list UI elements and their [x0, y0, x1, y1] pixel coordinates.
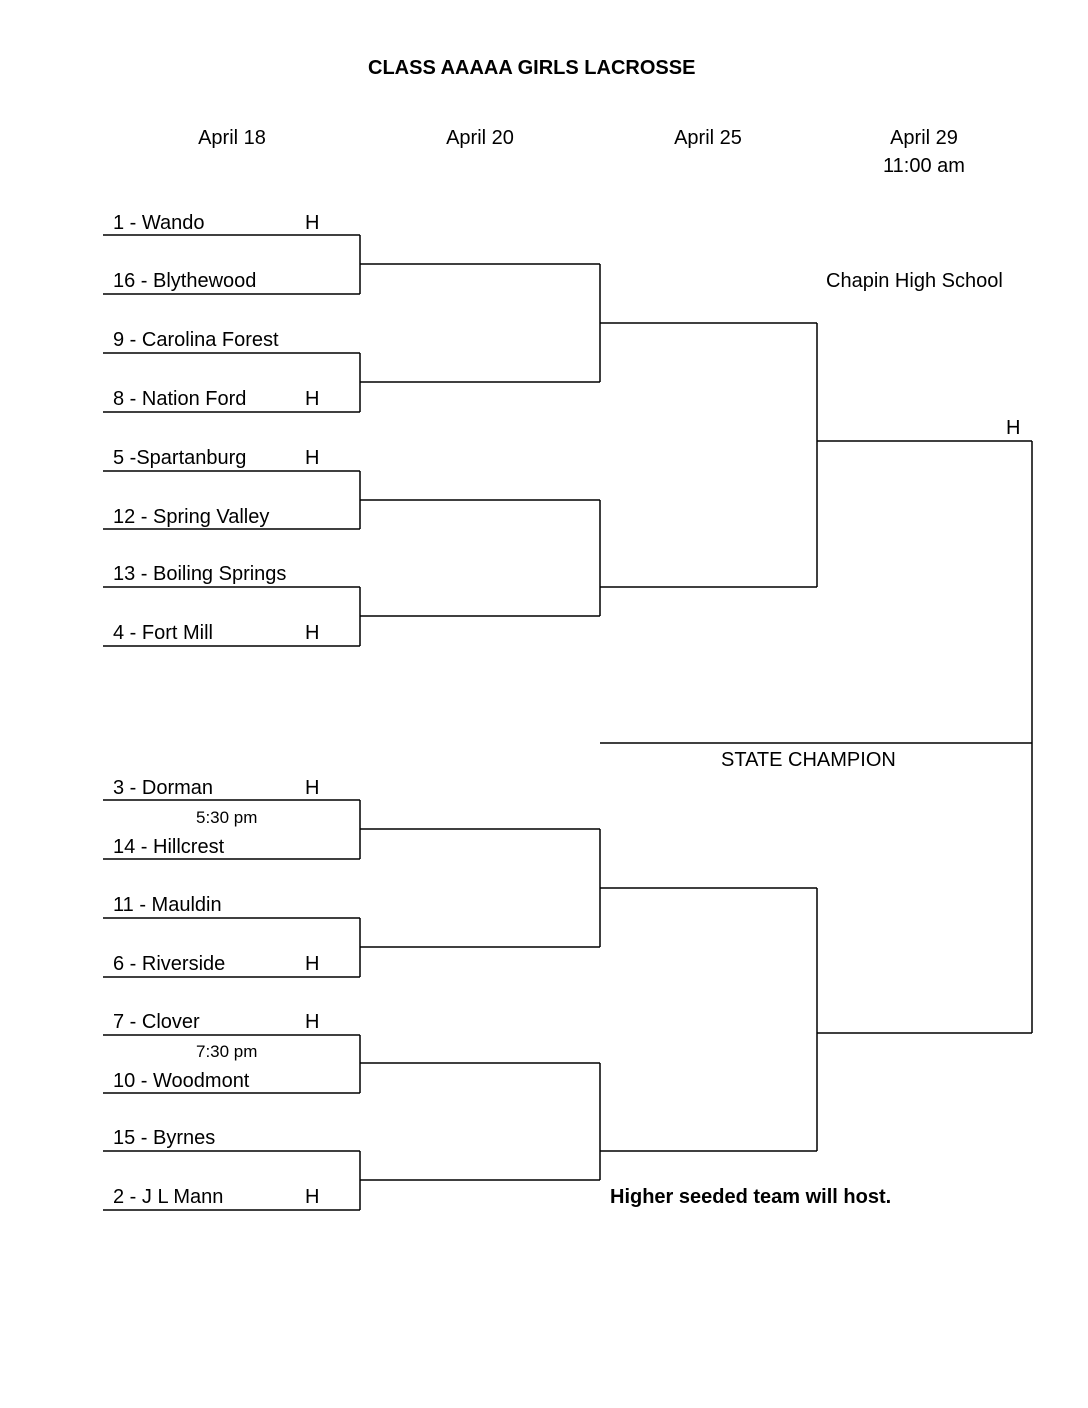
team-slot-1: 1 - Wando	[113, 212, 205, 234]
bracket-title: CLASS AAAAA GIRLS LACROSSE	[368, 57, 696, 79]
round-2-date: April 20	[446, 127, 514, 149]
team-slot-3: 9 - Carolina Forest	[113, 329, 279, 351]
round-4-time: 11:00 am	[883, 155, 965, 177]
host-marker: H	[305, 622, 320, 644]
host-note: Higher seeded team will host.	[610, 1186, 892, 1208]
round-3-date: April 25	[674, 127, 742, 149]
host-marker: H	[305, 447, 320, 469]
team-slot-8: 4 - Fort Mill	[113, 622, 213, 644]
team-slot-13: 7 - Clover	[113, 1011, 200, 1033]
team-slot-6: 12 - Spring Valley	[113, 506, 270, 528]
team-slot-5: 5 -Spartanburg	[113, 447, 247, 469]
final-host-marker: H	[1006, 417, 1021, 439]
host-marker: H	[305, 1186, 320, 1208]
team-slot-10: 14 - Hillcrest	[113, 836, 225, 858]
round-1-date: April 18	[198, 127, 266, 149]
team-slot-4: 8 - Nation Ford	[113, 388, 247, 410]
host-marker: H	[305, 212, 320, 234]
team-slot-11: 11 - Mauldin	[113, 894, 222, 916]
host-marker: H	[305, 388, 320, 410]
state-champion-label: STATE CHAMPION	[721, 749, 896, 771]
team-slot-2: 16 - Blythewood	[113, 270, 257, 292]
team-slot-14: 10 - Woodmont	[113, 1070, 250, 1092]
host-marker: H	[305, 1011, 320, 1033]
game-time: 7:30 pm	[196, 1042, 258, 1061]
game-time: 5:30 pm	[196, 808, 258, 827]
team-slot-16: 2 - J L Mann	[113, 1186, 224, 1208]
final-venue: Chapin High School	[826, 270, 1003, 292]
team-slot-7: 13 - Boiling Springs	[113, 563, 287, 585]
host-marker: H	[305, 953, 320, 975]
team-slot-9: 3 - Dorman	[113, 777, 214, 799]
host-marker: H	[305, 777, 320, 799]
team-slot-15: 15 - Byrnes	[113, 1127, 216, 1149]
team-slot-12: 6 - Riverside	[113, 953, 226, 975]
round-4-date: April 29	[890, 127, 958, 149]
